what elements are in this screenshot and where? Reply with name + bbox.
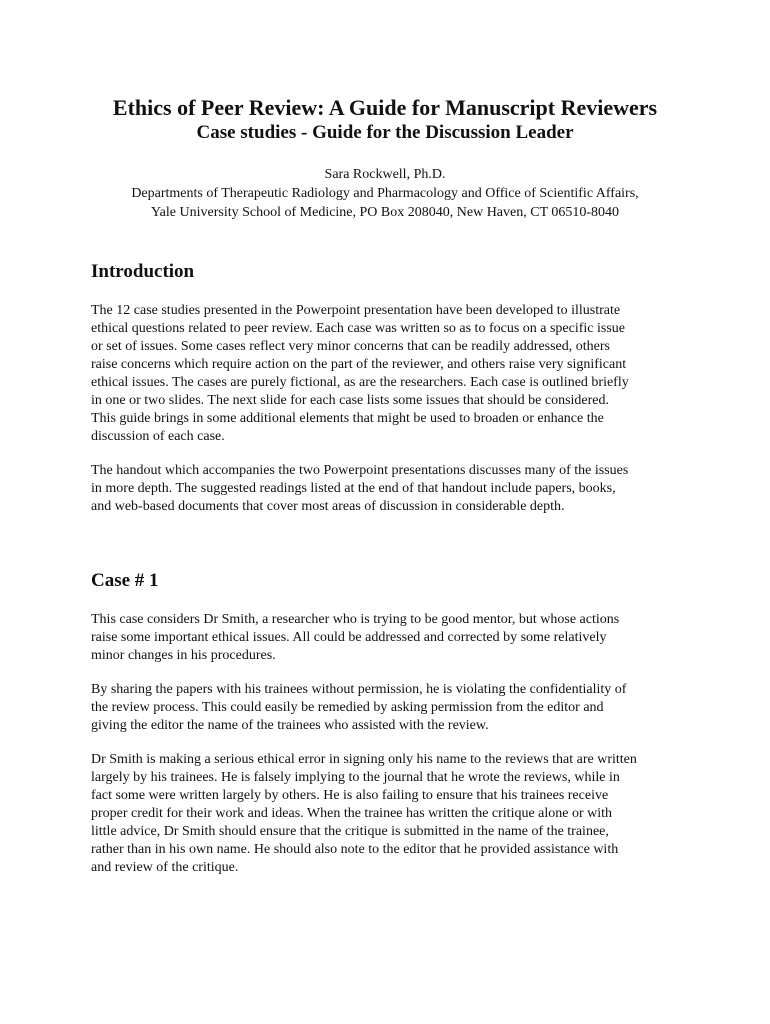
affiliation-line: Yale University School of Medicine, PO Box 208040, New Haven, CT 06510-8040 [150,205,620,220]
text-line: The 12 case studies presented in the Powerpoint presentation have been developed to illustrate [91,303,621,318]
text-line: ethical questions related to peer review. Each case was written so as to focus on a specific issue [91,321,626,336]
text-line: fact some were written largely by others. He is also failing to ensure that his trainees receive [91,788,609,803]
text-line: in one or two slides. The next slide for each case lists some issues that should be considered. [91,393,610,408]
text-line: or set of issues. Some cases reflect very minor concerns that can be readily addressed, others [91,339,610,354]
text-line: and review of the critique. [91,860,239,875]
text-line: in more depth. The suggested readings listed at the end of that handout include papers, books, [91,481,616,496]
text-line: This case considers Dr Smith, a researcher who is trying to be good mentor, but whose actions [91,612,620,627]
section-heading-case-1: Case # 1 [91,570,159,591]
author-block [0,165,770,222]
text-line: This guide brings in some additional elements that might be used to broaden or enhance the [91,411,604,426]
text-line: The handout which accompanies the two Powerpoint presentations discusses many of the issues [91,463,629,478]
text-line: discussion of each case. [91,429,225,444]
text-line: little advice, Dr Smith should ensure that the critique is submitted in the name of the trainee, [91,824,609,839]
text-line: and web-based documents that cover most areas of discussion in considerable depth. [91,499,565,514]
intro-paragraph-2 [91,462,691,516]
text-line: raise some important ethical issues. All could be addressed and corrected by some relatively [91,630,607,645]
text-line: rather than in his own name. He should also note to the editor that he provided assistance with [91,842,619,857]
text-line: ethical issues. The cases are purely fictional, as are the researchers. Each case is outlined briefly [91,375,629,390]
text-line: raise concerns which require action on the part of the reviewer, and others raise very significant [91,357,627,372]
text-line: proper credit for their work and ideas. When the trainee has written the critique alone or with [91,806,613,821]
case1-paragraph-1 [91,611,691,665]
text-line: largely by his trainees. He is falsely implying to the journal that he wrote the reviews, while in [91,770,620,785]
section-heading-introduction: Introduction [91,261,195,282]
affiliation-line: Departments of Therapeutic Radiology and Pharmacology and Office of Scientific Affairs, [131,186,639,201]
text-line: giving the editor the name of the trainees who assisted with the review. [91,718,489,733]
text-line: the review process. This could easily be remedied by asking permission from the editor and [91,700,604,715]
case1-paragraph-3 [91,751,691,877]
case1-paragraph-2 [91,681,691,735]
document-subtitle: Case studies - Guide for the Discussion Leader [196,122,574,143]
document-title: Ethics of Peer Review: A Guide for Manuscript Reviewers [112,95,658,120]
author-name: Sara Rockwell, Ph.D. [324,167,446,182]
text-line: Dr Smith is making a serious ethical error in signing only his name to the reviews that are written [91,752,637,767]
intro-paragraph-1 [91,302,691,446]
text-line: By sharing the papers with his trainees without permission, he is violating the confidentiality of [91,682,627,697]
text-line: minor changes in his procedures. [91,648,276,663]
